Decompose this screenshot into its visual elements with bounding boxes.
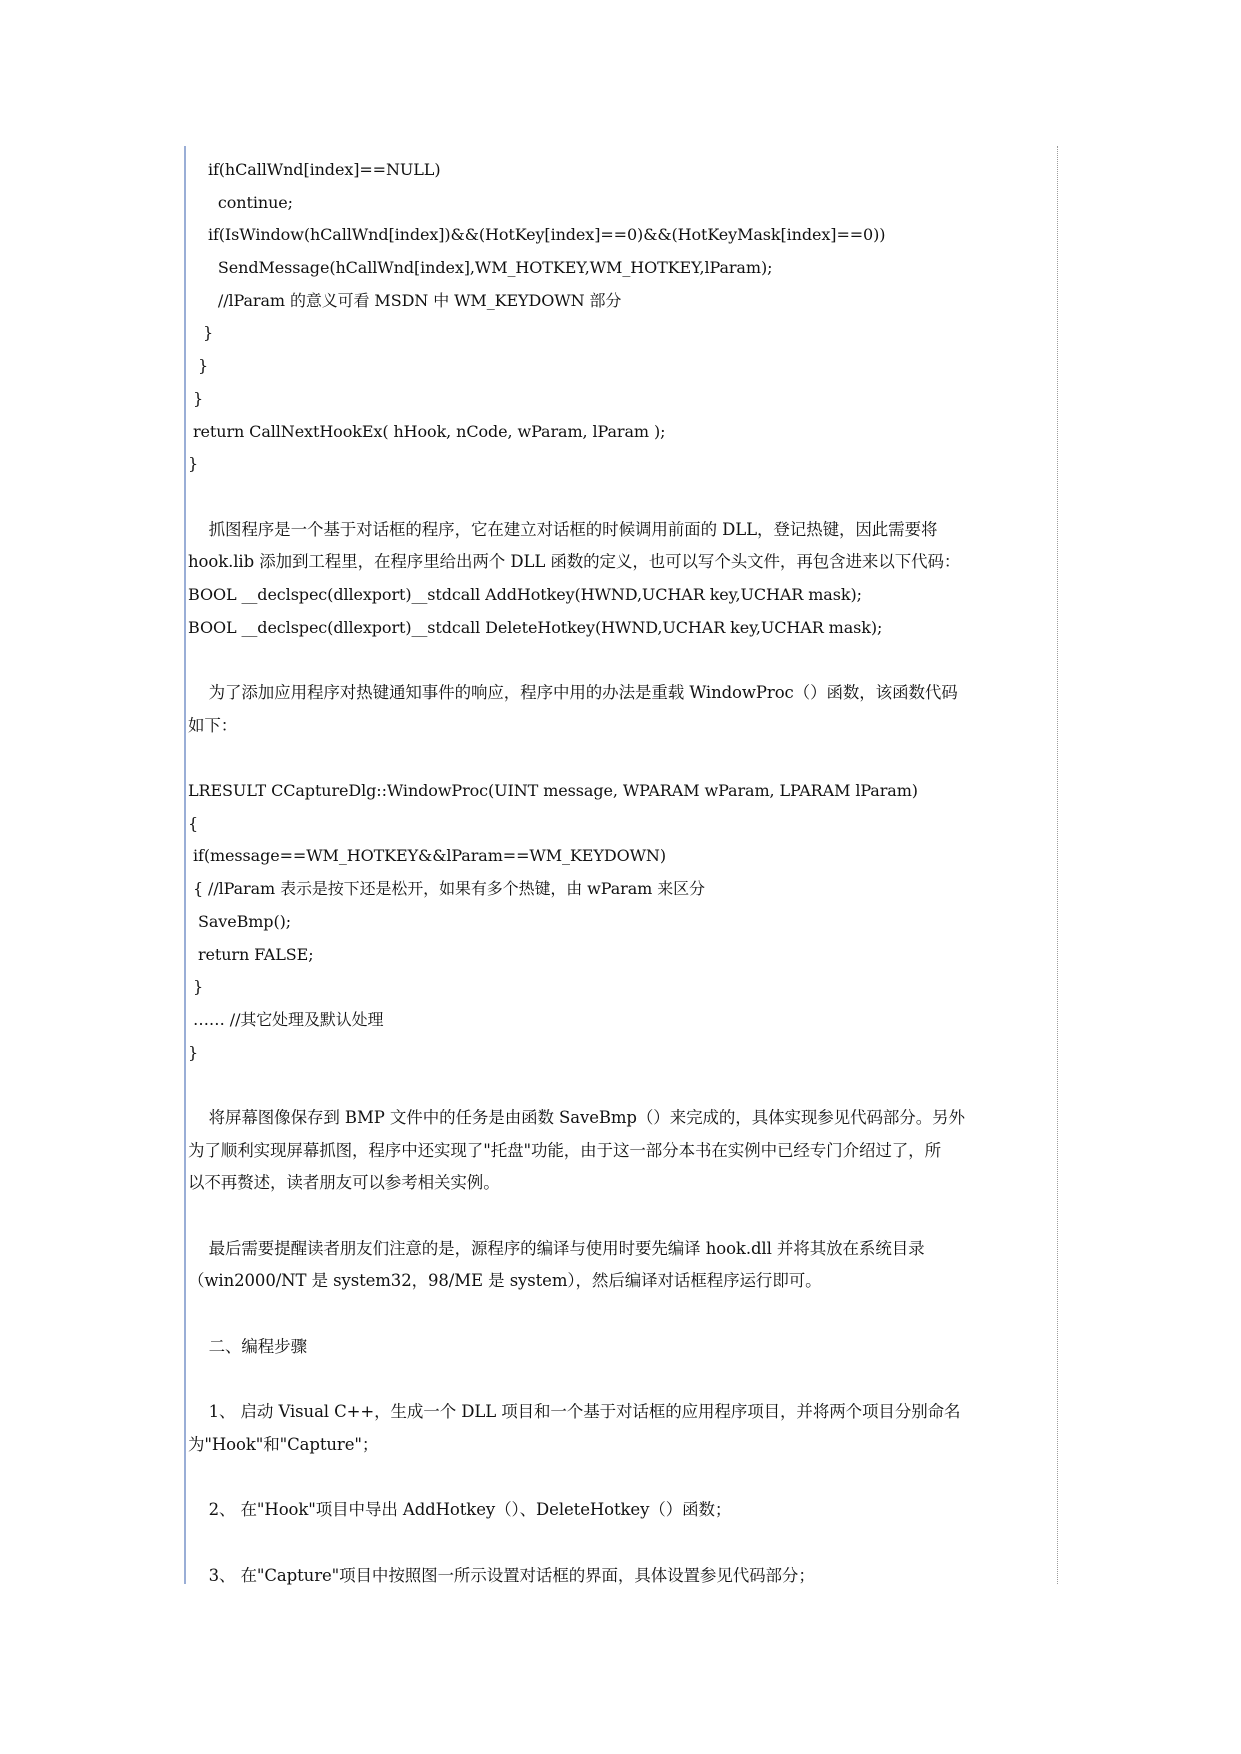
document-frame xyxy=(184,146,1058,1584)
paragraph-line: 为了添加应用程序对热键通知事件的响应，程序中用的办法是重载 WindowProc（）函数，该函数代码 xyxy=(188,683,958,702)
blank-line xyxy=(188,742,1056,775)
code-line: } xyxy=(188,388,204,408)
blank-line xyxy=(188,1069,1056,1102)
code-line: return FALSE; xyxy=(188,944,314,964)
document-content xyxy=(188,154,1056,1592)
right-border-rule xyxy=(1057,146,1058,1584)
code-line: continue; xyxy=(188,192,293,212)
paragraph-line: 将屏幕图像保存到 BMP 文件中的任务是由函数 SaveBmp（）来完成的，具体实现参见代码部分。另外 xyxy=(188,1107,965,1127)
code-line: BOOL __declspec(dllexport)__stdcall AddHotkey(HWND,UCHAR key,UCHAR mask); xyxy=(188,584,862,604)
code-line: } xyxy=(188,356,209,376)
code-comment-line: //lParam 的意义可看 MSDN 中 WM_KEYDOWN 部分 xyxy=(188,290,622,310)
code-line: } xyxy=(188,454,199,474)
code-line: } xyxy=(188,1042,199,1062)
blank-line xyxy=(188,481,1056,514)
step-item-line: 为"Hook"和"Capture"； xyxy=(188,1434,379,1454)
blank-line xyxy=(188,644,1056,677)
paragraph-line: 如下： xyxy=(188,715,238,735)
code-line: { xyxy=(188,813,199,833)
code-line: if(message==WM_HOTKEY&&lParam==WM_KEYDOWN) xyxy=(188,846,666,866)
section-heading: 二、编程步骤 xyxy=(188,1336,307,1356)
blank-line xyxy=(188,1462,1056,1495)
code-line: } xyxy=(188,323,214,343)
code-line: if(hCallWnd[index]==NULL) xyxy=(188,160,441,179)
blank-line xyxy=(188,1200,1056,1233)
code-comment-line: …… //其它处理及默认处理 xyxy=(188,1009,384,1029)
code-line: BOOL __declspec(dllexport)__stdcall DeleteHotkey(HWND,UCHAR key,UCHAR mask); xyxy=(188,617,883,637)
code-line: return CallNextHookEx( hHook, nCode, wParam, lParam ); xyxy=(188,421,666,441)
step-item-line: 1、 启动 Visual C++，生成一个 DLL 项目和一个基于对话框的应用程序项目，并将两个项目分别命名 xyxy=(188,1402,961,1422)
paragraph-line: hook.lib 添加到工程里，在程序里给出两个 DLL 函数的定义，也可以写个头文件，再包含进来以下代码： xyxy=(188,552,961,572)
paragraph-line: 以不再赘述，读者朋友可以参考相关实例。 xyxy=(188,1173,500,1193)
paragraph-line: （win2000/NT 是 system32，98/ME 是 system），然后编译对话框程序运行即可。 xyxy=(188,1271,822,1291)
step-item-line: 2、 在"Hook"项目中导出 AddHotkey（）、DeleteHotkey（）函数； xyxy=(188,1500,732,1520)
paragraph-line: 抓图程序是一个基于对话框的程序，它在建立对话框的时候调用前面的 DLL，登记热键，因此需要将 xyxy=(188,519,938,539)
code-comment-line: { //lParam 表示是按下还是松开，如果有多个热键，由 wParam 来区分 xyxy=(188,879,705,899)
paragraph-line: 为了顺利实现屏幕抓图，程序中还实现了"托盘"功能，由于这一部分本书在实例中已经专门介绍过了，所 xyxy=(188,1140,941,1160)
paragraph-line: 最后需要提醒读者朋友们注意的是，源程序的编译与使用时要先编译 hook.dll 并将其放在系统目录 xyxy=(188,1238,925,1258)
step-item-line: 3、 在"Capture"项目中按照图一所示设置对话框的界面，具体设置参见代码部分； xyxy=(188,1565,815,1585)
code-line: SaveBmp(); xyxy=(188,911,292,931)
code-line: if(IsWindow(hCallWnd[index])&&(HotKey[index]==0)&&(HotKeyMask[index]==0)) xyxy=(188,225,886,245)
code-line: SendMessage(hCallWnd[index],WM_HOTKEY,WM_HOTKEY,lParam); xyxy=(188,258,773,278)
blank-line xyxy=(188,1363,1056,1396)
blank-line xyxy=(188,1298,1056,1331)
blank-line xyxy=(188,1527,1056,1560)
code-line: LRESULT CCaptureDlg::WindowProc(UINT message, WPARAM wParam, LPARAM lParam) xyxy=(188,781,918,801)
left-border-rule xyxy=(184,146,186,1584)
code-line: } xyxy=(188,977,204,997)
